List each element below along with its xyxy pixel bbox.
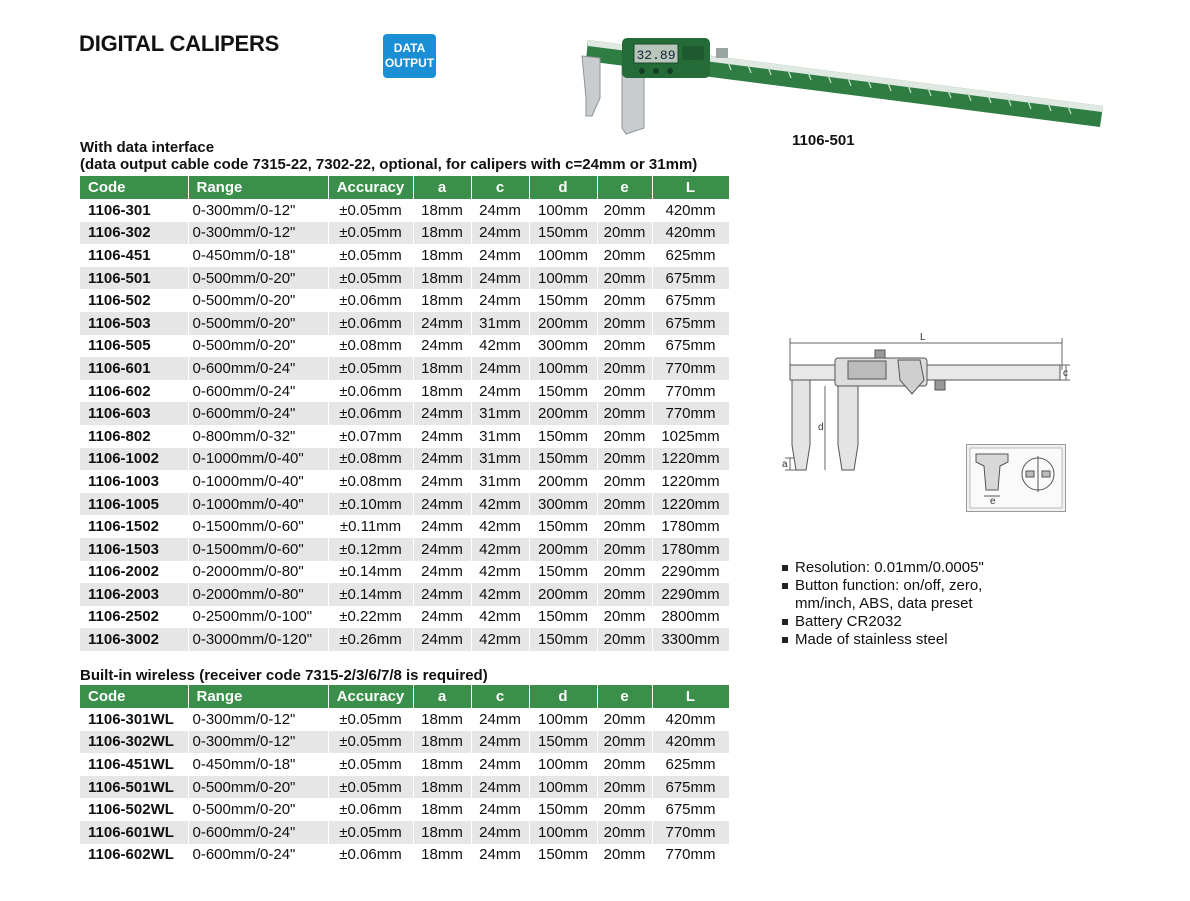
table-cell: 1220mm — [652, 448, 729, 471]
table-cell: 24mm — [413, 470, 471, 493]
table-cell: 20mm — [597, 267, 652, 290]
dim-label-a: a — [782, 459, 788, 470]
table-cell: 24mm — [471, 267, 529, 290]
feature-list — [780, 559, 984, 649]
table-cell: 20mm — [597, 380, 652, 403]
table-cell: 18mm — [413, 776, 471, 799]
table-cell: 20mm — [597, 753, 652, 776]
table-cell: 1220mm — [652, 493, 729, 516]
table-row — [80, 708, 729, 731]
table-cell: ±0.11mm — [328, 515, 413, 538]
table-cell: 100mm — [529, 708, 597, 731]
table-cell: ±0.26mm — [328, 628, 413, 651]
table-row — [80, 448, 729, 471]
table-cell: 42mm — [471, 583, 529, 606]
table-cell: 2800mm — [652, 606, 729, 629]
badge-line-1: DATA — [393, 41, 426, 55]
table-cell: 200mm — [529, 583, 597, 606]
table-cell: 1780mm — [652, 515, 729, 538]
table-cell: 100mm — [529, 244, 597, 267]
table-cell: 18mm — [413, 708, 471, 731]
table-cell: 675mm — [652, 798, 729, 821]
table-cell: 42mm — [471, 335, 529, 358]
code-cell: 1106-602WL — [80, 844, 188, 867]
table-cell: 150mm — [529, 628, 597, 651]
table-cell: 42mm — [471, 493, 529, 516]
table-cell: 150mm — [529, 222, 597, 245]
table-cell: 24mm — [413, 561, 471, 584]
table-cell: 0-500mm/0-20" — [188, 289, 328, 312]
table-cell: 770mm — [652, 402, 729, 425]
table-cell: 42mm — [471, 606, 529, 629]
table-cell: 20mm — [597, 628, 652, 651]
table-cell: 20mm — [597, 402, 652, 425]
bullet-icon — [782, 619, 788, 625]
feature-text: Button function: on/off, zero, — [795, 577, 983, 594]
table-cell: 20mm — [597, 731, 652, 754]
table-cell: 0-300mm/0-12" — [188, 199, 328, 222]
column-header: L — [652, 176, 729, 199]
table-cell: ±0.10mm — [328, 493, 413, 516]
column-header: Accuracy — [328, 176, 413, 199]
table-cell: 18mm — [413, 222, 471, 245]
table-cell: 0-2000mm/0-80" — [188, 583, 328, 606]
code-cell: 1106-451WL — [80, 753, 188, 776]
jaw-detail-drawing — [966, 444, 1066, 512]
table-cell: ±0.05mm — [328, 776, 413, 799]
table-row — [80, 515, 729, 538]
table-row — [80, 335, 729, 358]
table-cell: 0-450mm/0-18" — [188, 753, 328, 776]
table-cell: 0-1000mm/0-40" — [188, 448, 328, 471]
column-header: Range — [188, 176, 328, 199]
table-cell: 24mm — [471, 708, 529, 731]
table-cell: 42mm — [471, 628, 529, 651]
table-cell: 150mm — [529, 448, 597, 471]
table-cell: 0-500mm/0-20" — [188, 776, 328, 799]
table-cell: 20mm — [597, 425, 652, 448]
table-row — [80, 470, 729, 493]
table-cell: 200mm — [529, 402, 597, 425]
table-cell: 24mm — [471, 731, 529, 754]
table-cell: 24mm — [471, 821, 529, 844]
table-cell: 18mm — [413, 267, 471, 290]
table-cell: 20mm — [597, 844, 652, 867]
display-reading: 32.89 — [636, 48, 676, 63]
table-cell: 100mm — [529, 776, 597, 799]
column-header: L — [652, 685, 729, 708]
column-header: Code — [80, 176, 188, 199]
table-cell: 24mm — [471, 798, 529, 821]
table-row — [80, 844, 729, 867]
code-cell: 1106-2003 — [80, 583, 188, 606]
table-cell: 100mm — [529, 267, 597, 290]
table-cell: 675mm — [652, 289, 729, 312]
table-cell: 100mm — [529, 753, 597, 776]
table-cell: ±0.06mm — [328, 380, 413, 403]
table-cell: 24mm — [413, 515, 471, 538]
table-cell: ±0.08mm — [328, 470, 413, 493]
data-output-badge — [383, 34, 436, 78]
section2-title: Built-in wireless (receiver code 7315-2/3/6/7/8 is required) — [80, 667, 488, 684]
table-cell: 0-300mm/0-12" — [188, 222, 328, 245]
table-cell: ±0.06mm — [328, 312, 413, 335]
dim-label-L: L — [920, 332, 926, 343]
code-cell: 1106-601 — [80, 357, 188, 380]
table-cell: 20mm — [597, 821, 652, 844]
table-cell: 20mm — [597, 199, 652, 222]
table-cell: 18mm — [413, 380, 471, 403]
table-cell: 1220mm — [652, 470, 729, 493]
badge-line-2: OUTPUT — [384, 56, 435, 70]
table-cell: 24mm — [413, 628, 471, 651]
table-cell: ±0.05mm — [328, 199, 413, 222]
table-cell: ±0.05mm — [328, 357, 413, 380]
table-cell: 0-1000mm/0-40" — [188, 470, 328, 493]
code-cell: 1106-2002 — [80, 561, 188, 584]
table-cell: 20mm — [597, 312, 652, 335]
table-cell: 18mm — [413, 244, 471, 267]
table-cell: 0-3000mm/0-120" — [188, 628, 328, 651]
table-cell: 31mm — [471, 448, 529, 471]
table-row — [80, 493, 729, 516]
table-cell: ±0.14mm — [328, 561, 413, 584]
table-row — [80, 753, 729, 776]
table-cell: 24mm — [471, 289, 529, 312]
table-row — [80, 357, 729, 380]
code-cell: 1106-1005 — [80, 493, 188, 516]
table-cell: 18mm — [413, 844, 471, 867]
table-cell: 24mm — [413, 425, 471, 448]
table-cell: 100mm — [529, 199, 597, 222]
table-cell: 0-1000mm/0-40" — [188, 493, 328, 516]
column-header: a — [413, 176, 471, 199]
table-cell: 150mm — [529, 561, 597, 584]
column-header: a — [413, 685, 471, 708]
table-cell: ±0.05mm — [328, 753, 413, 776]
table-cell: ±0.07mm — [328, 425, 413, 448]
table-cell: 42mm — [471, 515, 529, 538]
table-cell: 420mm — [652, 199, 729, 222]
table-cell: 0-500mm/0-20" — [188, 335, 328, 358]
section1-title-line1: With data interface — [80, 139, 215, 156]
code-cell: 1106-451 — [80, 244, 188, 267]
table-cell: 200mm — [529, 538, 597, 561]
bullet-icon — [782, 637, 788, 643]
table-cell: 200mm — [529, 312, 597, 335]
code-cell: 1106-802 — [80, 425, 188, 448]
feature-item — [780, 631, 984, 649]
table-cell: 0-500mm/0-20" — [188, 312, 328, 335]
table-cell: ±0.06mm — [328, 289, 413, 312]
dim-label-c: c — [1063, 368, 1068, 379]
code-cell: 1106-603 — [80, 402, 188, 425]
table-cell: 0-600mm/0-24" — [188, 380, 328, 403]
feature-text: mm/inch, ABS, data preset — [795, 595, 973, 612]
table-cell: 20mm — [597, 606, 652, 629]
table-cell: 18mm — [413, 753, 471, 776]
table-row — [80, 199, 729, 222]
table-cell: 20mm — [597, 538, 652, 561]
table-cell: 42mm — [471, 561, 529, 584]
table-cell: 18mm — [413, 199, 471, 222]
table-cell: 0-600mm/0-24" — [188, 357, 328, 380]
table-cell: 20mm — [597, 561, 652, 584]
model-label: 1106-501 — [792, 132, 855, 149]
table-cell: 24mm — [413, 606, 471, 629]
table-row — [80, 798, 729, 821]
code-cell: 1106-301WL — [80, 708, 188, 731]
table-cell: ±0.06mm — [328, 844, 413, 867]
table-cell: 300mm — [529, 493, 597, 516]
table-cell: 770mm — [652, 844, 729, 867]
table-cell: 0-500mm/0-20" — [188, 267, 328, 290]
table-cell: 625mm — [652, 244, 729, 267]
table-row — [80, 267, 729, 290]
code-cell: 1106-601WL — [80, 821, 188, 844]
caliper-photo — [578, 26, 1108, 136]
table-cell: 20mm — [597, 289, 652, 312]
table-cell: 0-800mm/0-32" — [188, 425, 328, 448]
table-cell: 675mm — [652, 776, 729, 799]
table-row — [80, 402, 729, 425]
table-cell: 0-600mm/0-24" — [188, 821, 328, 844]
table-cell: 31mm — [471, 425, 529, 448]
column-header: c — [471, 176, 529, 199]
table-cell: 0-450mm/0-18" — [188, 244, 328, 267]
table-cell: ±0.08mm — [328, 335, 413, 358]
table-cell: 420mm — [652, 731, 729, 754]
table-row — [80, 606, 729, 629]
code-cell: 1106-1003 — [80, 470, 188, 493]
table-cell: 675mm — [652, 335, 729, 358]
table-cell: 24mm — [413, 583, 471, 606]
table-cell: 24mm — [471, 222, 529, 245]
table-cell: 770mm — [652, 821, 729, 844]
table-cell: 24mm — [471, 199, 529, 222]
table-cell: 300mm — [529, 335, 597, 358]
table-row — [80, 289, 729, 312]
table-cell: 0-300mm/0-12" — [188, 731, 328, 754]
table-cell: 20mm — [597, 798, 652, 821]
feature-text: Battery CR2032 — [795, 613, 902, 630]
table-cell: 24mm — [413, 538, 471, 561]
feature-text: Resolution: 0.01mm/0.0005" — [795, 559, 984, 576]
table-cell: 24mm — [471, 844, 529, 867]
table-cell: 2290mm — [652, 561, 729, 584]
table-cell: 150mm — [529, 606, 597, 629]
table-cell: 675mm — [652, 312, 729, 335]
table-cell: ±0.06mm — [328, 402, 413, 425]
table-cell: 2290mm — [652, 583, 729, 606]
feature-item — [780, 613, 984, 631]
table-cell: 675mm — [652, 267, 729, 290]
table-cell: 31mm — [471, 312, 529, 335]
column-header: e — [597, 176, 652, 199]
table-cell: ±0.05mm — [328, 731, 413, 754]
table-cell: 18mm — [413, 289, 471, 312]
spec-table-wireless — [80, 685, 730, 866]
code-cell: 1106-2502 — [80, 606, 188, 629]
feature-item-continuation — [780, 595, 984, 613]
table-cell: 0-1500mm/0-60" — [188, 538, 328, 561]
dim-label-e: e — [990, 496, 996, 507]
code-cell: 1106-501WL — [80, 776, 188, 799]
table-cell: 24mm — [471, 380, 529, 403]
feature-text: Made of stainless steel — [795, 631, 948, 648]
table-row — [80, 222, 729, 245]
table-cell: 20mm — [597, 448, 652, 471]
table-cell: 100mm — [529, 821, 597, 844]
table-cell: 20mm — [597, 222, 652, 245]
table-cell: 18mm — [413, 798, 471, 821]
column-header: Range — [188, 685, 328, 708]
table-cell: 31mm — [471, 470, 529, 493]
table-row — [80, 312, 729, 335]
column-header: Code — [80, 685, 188, 708]
code-cell: 1106-602 — [80, 380, 188, 403]
table-cell: 20mm — [597, 470, 652, 493]
code-cell: 1106-1502 — [80, 515, 188, 538]
table-header-row — [80, 685, 729, 708]
table-cell: 24mm — [413, 312, 471, 335]
table-cell: ±0.05mm — [328, 222, 413, 245]
table-cell: ±0.08mm — [328, 448, 413, 471]
spec-table-data-interface — [80, 176, 730, 651]
table-row — [80, 244, 729, 267]
table-cell: 20mm — [597, 493, 652, 516]
table-header-row — [80, 176, 729, 199]
table-cell: 150mm — [529, 515, 597, 538]
code-cell: 1106-503 — [80, 312, 188, 335]
table-cell: 150mm — [529, 289, 597, 312]
table-cell: 0-2000mm/0-80" — [188, 561, 328, 584]
table-cell: 150mm — [529, 731, 597, 754]
table-cell: 20mm — [597, 515, 652, 538]
table-cell: 20mm — [597, 583, 652, 606]
table-cell: 0-600mm/0-24" — [188, 844, 328, 867]
feature-item — [780, 559, 984, 577]
code-cell: 1106-302 — [80, 222, 188, 245]
table-cell: 24mm — [413, 402, 471, 425]
table-cell: 3300mm — [652, 628, 729, 651]
table-cell: 150mm — [529, 425, 597, 448]
section1-title-line2: (data output cable code 7315-22, 7302-22, optional, for calipers with c=24mm or 31mm) — [80, 156, 698, 173]
table-cell: 18mm — [413, 357, 471, 380]
table-cell: 0-300mm/0-12" — [188, 708, 328, 731]
table-row — [80, 731, 729, 754]
column-header: Accuracy — [328, 685, 413, 708]
table-cell: 24mm — [471, 753, 529, 776]
table-cell: ±0.22mm — [328, 606, 413, 629]
table-cell: 24mm — [471, 244, 529, 267]
table-cell: ±0.05mm — [328, 267, 413, 290]
table-cell: 31mm — [471, 402, 529, 425]
table-cell: 200mm — [529, 470, 597, 493]
table-cell: 24mm — [471, 357, 529, 380]
code-cell: 1106-1002 — [80, 448, 188, 471]
table-cell: 150mm — [529, 380, 597, 403]
table-cell: ±0.05mm — [328, 708, 413, 731]
table-cell: 0-500mm/0-20" — [188, 798, 328, 821]
table-cell: ±0.12mm — [328, 538, 413, 561]
table-cell: 150mm — [529, 798, 597, 821]
table-row — [80, 380, 729, 403]
table-cell: 24mm — [413, 335, 471, 358]
code-cell: 1106-501 — [80, 267, 188, 290]
code-cell: 1106-302WL — [80, 731, 188, 754]
bullet-icon — [782, 583, 788, 589]
table-cell: 18mm — [413, 821, 471, 844]
feature-item — [780, 577, 984, 595]
table-cell: 20mm — [597, 776, 652, 799]
table-cell: 420mm — [652, 222, 729, 245]
table-cell: 20mm — [597, 335, 652, 358]
table-cell: 20mm — [597, 244, 652, 267]
code-cell: 1106-502WL — [80, 798, 188, 821]
code-cell: 1106-301 — [80, 199, 188, 222]
table-cell: ±0.05mm — [328, 821, 413, 844]
column-header: d — [529, 176, 597, 199]
table-row — [80, 776, 729, 799]
table-cell: 0-2500mm/0-100" — [188, 606, 328, 629]
table-row — [80, 821, 729, 844]
table-cell: 24mm — [471, 776, 529, 799]
table-cell: 100mm — [529, 357, 597, 380]
table-cell: 24mm — [413, 493, 471, 516]
table-cell: 150mm — [529, 844, 597, 867]
table-cell: 770mm — [652, 380, 729, 403]
page-title: DIGITAL CALIPERS — [79, 31, 280, 56]
table-cell: 20mm — [597, 708, 652, 731]
table-cell: 420mm — [652, 708, 729, 731]
column-header: e — [597, 685, 652, 708]
code-cell: 1106-505 — [80, 335, 188, 358]
code-cell: 1106-1503 — [80, 538, 188, 561]
dim-label-d: d — [818, 422, 824, 433]
column-header: d — [529, 685, 597, 708]
table-cell: 20mm — [597, 357, 652, 380]
table-row — [80, 538, 729, 561]
table-cell: 770mm — [652, 357, 729, 380]
section1-title — [80, 139, 697, 173]
column-header: c — [471, 685, 529, 708]
table-row — [80, 628, 729, 651]
table-row — [80, 583, 729, 606]
table-cell: 625mm — [652, 753, 729, 776]
table-cell: 42mm — [471, 538, 529, 561]
table-cell: 1025mm — [652, 425, 729, 448]
code-cell: 1106-3002 — [80, 628, 188, 651]
bullet-icon — [782, 565, 788, 571]
table-row — [80, 561, 729, 584]
table-row — [80, 425, 729, 448]
code-cell: 1106-502 — [80, 289, 188, 312]
table-cell: ±0.05mm — [328, 244, 413, 267]
table-cell: ±0.14mm — [328, 583, 413, 606]
table-cell: 18mm — [413, 731, 471, 754]
table-cell: ±0.06mm — [328, 798, 413, 821]
table-cell: 24mm — [413, 448, 471, 471]
table-cell: 0-600mm/0-24" — [188, 402, 328, 425]
table-cell: 0-1500mm/0-60" — [188, 515, 328, 538]
table-cell: 1780mm — [652, 538, 729, 561]
